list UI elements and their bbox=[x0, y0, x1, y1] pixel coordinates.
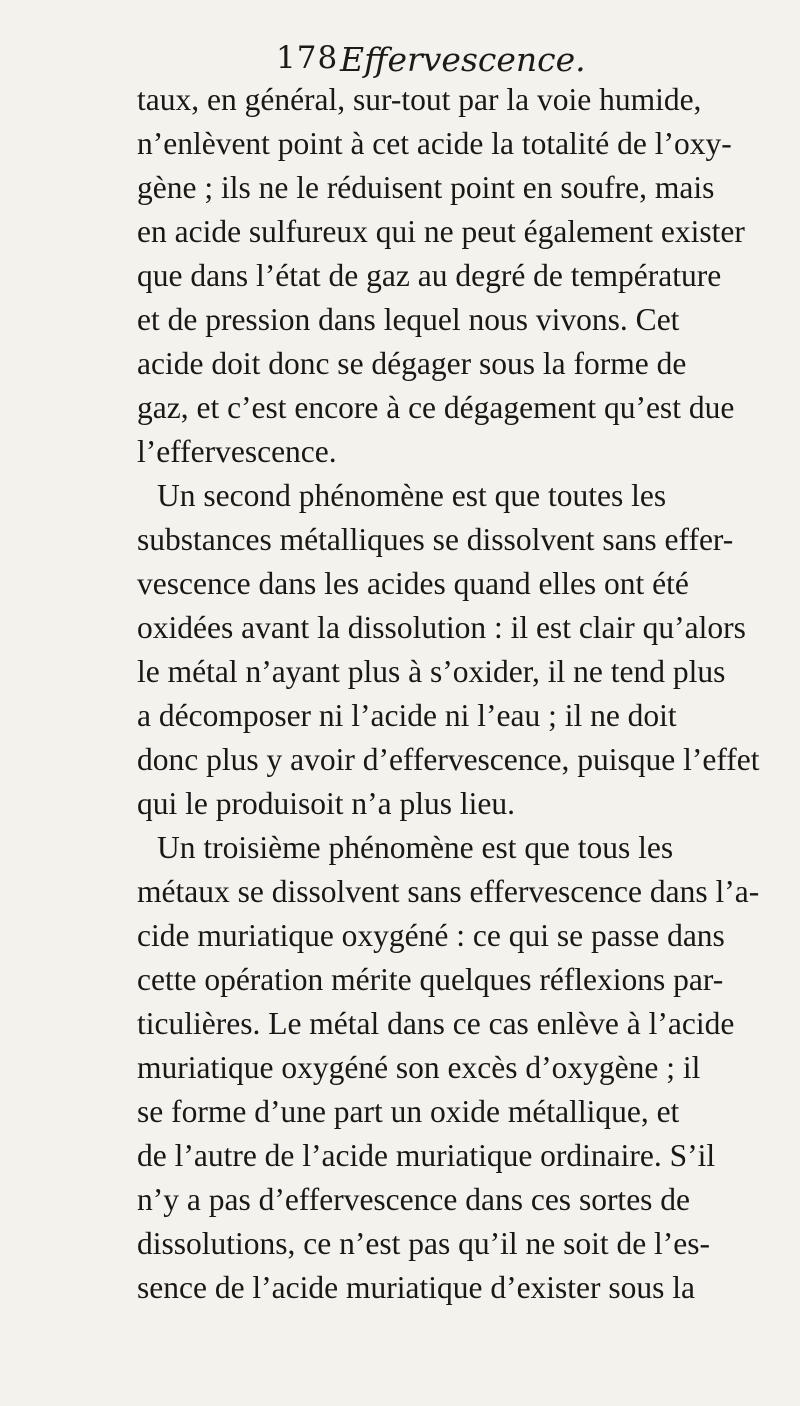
text-line: n’y a pas d’effervescence dans ces sortes de bbox=[137, 1182, 691, 1217]
text-line: cide muriatique oxygéné : ce qui se passe dans bbox=[137, 918, 725, 953]
text-line: n’enlèvent point à cet acide la totalité de l’oxy- bbox=[137, 126, 732, 161]
text-line: oxidées avant la dissolution : il est clair qu’alors bbox=[137, 610, 746, 645]
text-line: cette opération mérite quelques réflexions par- bbox=[137, 962, 724, 997]
text-line: dissolutions, ce n’est pas qu’il ne soit de l’es- bbox=[137, 1226, 711, 1261]
text-line: et de pression dans lequel nous vivons. Cet bbox=[137, 302, 680, 337]
text-line: ticulières. Le métal dans ce cas enlève à l’acide bbox=[137, 1006, 735, 1041]
text-line: de l’autre de l’acide muriatique ordinaire. S’il bbox=[137, 1138, 716, 1173]
text-line: donc plus y avoir d’effervescence, puisque l’effet bbox=[137, 742, 760, 777]
page-number: 178 bbox=[276, 40, 339, 76]
text-line: sence de l’acide muriatique d’exister sous la bbox=[137, 1270, 696, 1305]
text-line: Un second phénomène est que toutes les bbox=[157, 478, 667, 513]
text-line: se forme d’une part un oxide métallique, et bbox=[137, 1094, 680, 1129]
text-line: vescence dans les acides quand elles ont été bbox=[137, 566, 689, 601]
text-line: substances métalliques se dissolvent sans effer- bbox=[137, 522, 734, 557]
text-line: a décomposer ni l’acide ni l’eau ; il ne doit bbox=[137, 698, 677, 733]
text-line: en acide sulfureux qui ne peut également exister bbox=[137, 214, 745, 249]
text-line: taux, en général, sur-tout par la voie humide, bbox=[137, 82, 702, 117]
text-line: gène ; ils ne le réduisent point en soufre, mais bbox=[137, 170, 715, 205]
text-line: le métal n’ayant plus à s’oxider, il ne tend plus bbox=[137, 654, 726, 689]
text-line: acide doit donc se dégager sous la forme de bbox=[137, 346, 687, 381]
text-line: métaux se dissolvent sans effervescence dans l’a- bbox=[137, 874, 760, 909]
text-line: l’effervescence. bbox=[137, 434, 337, 469]
text-line: Un troisième phénomène est que tous les bbox=[157, 830, 674, 865]
text-line: qui le produisoit n’a plus lieu. bbox=[137, 786, 515, 821]
text-line: gaz, et c’est encore à ce dégagement qu’est due bbox=[137, 390, 735, 425]
text-line: muriatique oxygéné son excès d’oxygène ; il bbox=[137, 1050, 701, 1085]
running-title: Effervescence. bbox=[340, 40, 586, 79]
text-line: que dans l’état de gaz au degré de température bbox=[137, 258, 722, 293]
